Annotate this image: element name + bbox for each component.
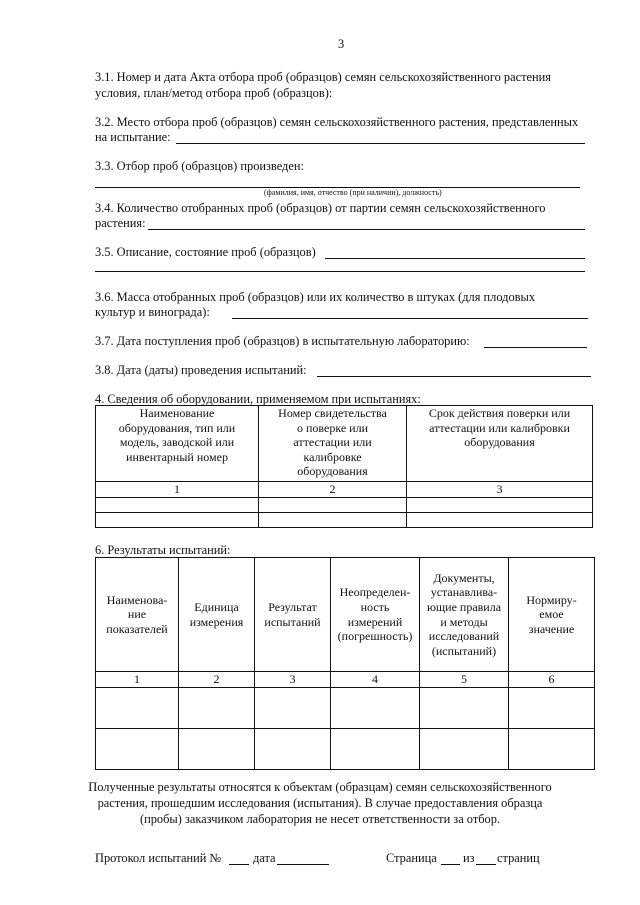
equipment-header-name-l1: Наименование — [139, 406, 215, 420]
results-col-number-1: 1 — [96, 672, 179, 688]
results-header-unit-l1: Единица — [194, 599, 239, 614]
results-cell[interactable] — [96, 728, 179, 769]
results-header-documents-l5: исследований — [428, 629, 500, 644]
equipment-header-name — [96, 406, 259, 482]
results-header-documents-l2: устанавлива- — [430, 585, 498, 600]
results-header-norm-l1: Нормиру- — [526, 592, 577, 607]
results-header-result-l1: Результат — [268, 599, 317, 614]
footer-page-number-line[interactable] — [441, 864, 460, 865]
fill-line-3-4[interactable] — [148, 229, 585, 230]
section-3-4-line2: растения: — [95, 216, 146, 230]
results-header-unit-l2: измерения — [189, 614, 244, 629]
results-cell[interactable] — [255, 687, 331, 728]
note-line3: (пробы) заказчиком лаборатория не несет ответственности за отбор. — [139, 812, 501, 826]
results-cell[interactable] — [179, 728, 255, 769]
fill-line-3-2[interactable] — [176, 143, 585, 144]
footer-protocol-label: Протокол испытаний № — [95, 851, 222, 865]
fill-line-3-6[interactable] — [232, 318, 588, 319]
section-3-4-line1: 3.4. Количество отобранных проб (образцов) от партии семян сельскохозяйственного — [95, 201, 546, 215]
results-header-norm-l3: значение — [528, 621, 575, 636]
results-header-uncertainty-l4: (погрешность) — [337, 629, 413, 644]
equipment-header-certificate — [259, 406, 407, 482]
footer-pages-label: страниц — [497, 851, 540, 865]
equipment-cell[interactable] — [259, 497, 407, 512]
page-number: 3 — [338, 37, 345, 51]
equipment-header-certificate-l1: Номер свидетельства — [278, 406, 387, 420]
section-3-8-line1: 3.8. Дата (даты) проведения испытаний: — [95, 363, 307, 377]
section-3-2-line2: на испытание: — [95, 130, 171, 144]
equipment-col-number-1: 1 — [96, 482, 259, 498]
results-header-indicator-l1: Наименова- — [106, 592, 168, 607]
results-col-number-5: 5 — [420, 672, 509, 688]
equipment-table — [95, 405, 593, 528]
section-3-6-line1: 3.6. Масса отобранных проб (образцов) или их количество в штуках (для плодовых — [95, 290, 536, 304]
footer-date-label: дата — [253, 851, 276, 865]
results-header-uncertainty-l3: измерений — [347, 614, 403, 629]
equipment-header-name-l2: оборудования, тип или — [118, 420, 236, 435]
note-line1: Полученные результаты относятся к объектам (образцам) семян сельскохозяйственного — [88, 780, 552, 794]
footer-page-label: Страница — [386, 851, 437, 865]
results-cell[interactable] — [331, 728, 420, 769]
results-section-title: 6. Результаты испытаний: — [95, 543, 231, 557]
note-line2: растения, прошедшим исследования (испытания). В случае предоставления образца — [97, 796, 543, 810]
results-cell[interactable] — [420, 687, 509, 728]
fill-line-3-7[interactable] — [484, 347, 587, 348]
results-header-documents — [420, 558, 509, 672]
equipment-header-certificate-l2: о поверке или — [296, 420, 369, 435]
results-header-uncertainty-l1: Неопределен- — [339, 585, 411, 600]
results-header-result-l2: испытаний — [264, 614, 321, 629]
results-cell[interactable] — [509, 687, 595, 728]
equipment-col-number-3: 3 — [407, 482, 593, 498]
section-3-3-line1: 3.3. Отбор проб (образцов) произведен: — [95, 159, 304, 173]
results-header-indicator-l3: показателей — [106, 621, 168, 636]
results-cell[interactable] — [255, 728, 331, 769]
section-3-7-line1: 3.7. Дата поступления проб (образцов) в испытательную лабораторию: — [95, 334, 470, 348]
results-header-documents-l3: ющие правила — [426, 599, 502, 614]
results-cell[interactable] — [509, 728, 595, 769]
equipment-header-certificate-l4: калибровке — [303, 449, 362, 464]
fill-line-3-8[interactable] — [317, 376, 591, 377]
footer-of-label: из — [463, 851, 475, 865]
equipment-cell[interactable] — [407, 512, 593, 527]
results-cell[interactable] — [96, 687, 179, 728]
results-cell[interactable] — [179, 687, 255, 728]
results-header-documents-l4: и методы — [440, 614, 488, 629]
fill-line-3-5a[interactable] — [325, 258, 585, 259]
results-header-uncertainty-l2: ность — [360, 599, 390, 614]
section-3-5-line1: 3.5. Описание, состояние проб (образцов) — [95, 245, 316, 259]
equipment-header-certificate-l5: оборудования — [297, 464, 368, 479]
equipment-cell[interactable] — [96, 497, 259, 512]
results-col-number-3: 3 — [255, 672, 331, 688]
results-col-number-2: 2 — [179, 672, 255, 688]
equipment-header-validity — [407, 406, 593, 482]
results-header-uncertainty — [331, 558, 420, 672]
equipment-section-title: 4. Сведения об оборудовании, применяемом при испытаниях: — [95, 392, 421, 406]
section-3-1-line1: 3.1. Номер и дата Акта отбора проб (образцов) семян сельскохозяйственного растения — [95, 70, 551, 84]
results-header-unit — [179, 558, 255, 672]
equipment-cell[interactable] — [407, 497, 593, 512]
footer-protocol-number-line[interactable] — [229, 864, 249, 865]
section-3-2-line1: 3.2. Место отбора проб (образцов) семян сельскохозяйственного растения, представленных — [95, 115, 579, 129]
results-header-norm-l2: емое — [539, 607, 564, 622]
results-header-norm — [509, 558, 595, 672]
results-header-result — [255, 558, 331, 672]
equipment-header-validity-l2: аттестации или калибровки — [429, 420, 570, 435]
equipment-cell[interactable] — [96, 512, 259, 527]
results-header-indicator — [96, 558, 179, 672]
equipment-header-name-l4: инвентарный номер — [126, 449, 228, 464]
equipment-cell[interactable] — [259, 512, 407, 527]
results-table — [95, 557, 595, 770]
equipment-header-certificate-l3: аттестации или — [293, 435, 372, 450]
equipment-header-validity-l1: Срок действия поверки или — [428, 406, 571, 420]
caption-3-3: (фамилия, имя, отчество (при наличии), должность) — [264, 188, 442, 197]
equipment-header-name-l3: модель, заводской или — [119, 435, 235, 450]
fill-line-3-5b[interactable] — [95, 271, 585, 272]
results-header-documents-l6: (испытаний) — [431, 643, 497, 658]
equipment-col-number-2: 2 — [259, 482, 407, 498]
section-3-1-line2: условия, план/метод отбора проб (образцов): — [95, 86, 333, 100]
footer-total-pages-line[interactable] — [476, 864, 496, 865]
results-cell[interactable] — [331, 687, 420, 728]
equipment-header-validity-l3: оборудования — [464, 435, 535, 450]
results-header-documents-l1: Документы, — [433, 570, 495, 585]
results-col-number-4: 4 — [331, 672, 420, 688]
results-col-number-6: 6 — [509, 672, 595, 688]
results-cell[interactable] — [420, 728, 509, 769]
results-header-indicator-l2: ние — [127, 607, 147, 622]
section-3-6-line2: культур и винограда): — [95, 305, 210, 319]
footer-date-line[interactable] — [277, 864, 329, 865]
